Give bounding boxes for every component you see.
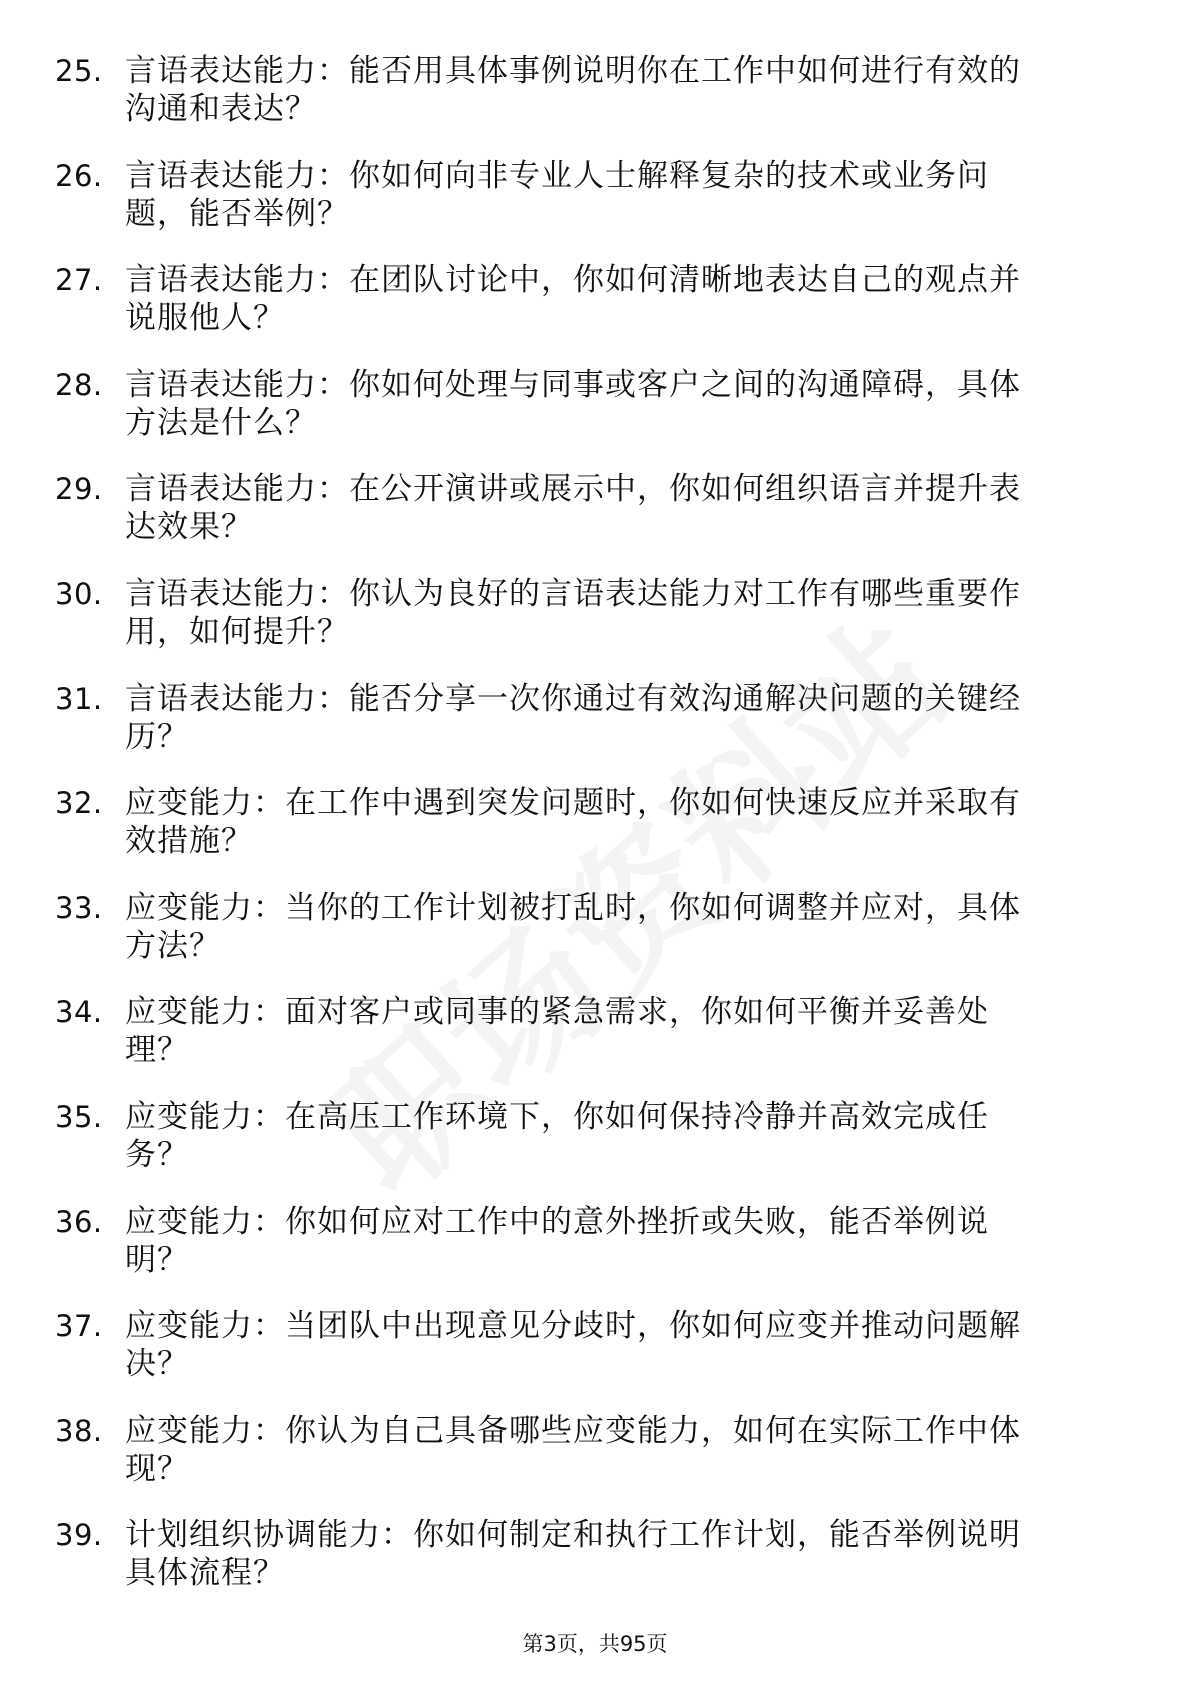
question-text: 应变能力：在高压工作环境下，你如何保持冷静并高效完成任务？ — [125, 1098, 989, 1173]
question-number: 38. — [55, 1413, 103, 1448]
question-item — [55, 575, 1135, 680]
question-item — [55, 1098, 1135, 1203]
question-item — [55, 680, 1135, 785]
question-text: 言语表达能力：能否分享一次你通过有效沟通解决问题的关键经历？ — [125, 680, 1021, 755]
question-item — [55, 157, 1135, 262]
question-number: 28. — [55, 367, 103, 402]
question-number: 30. — [55, 576, 103, 611]
question-number: 35. — [55, 1099, 103, 1134]
question-item — [55, 470, 1135, 575]
question-number: 26. — [55, 158, 103, 193]
question-text: 言语表达能力：你如何处理与同事或客户之间的沟通障碍，具体方法是什么？ — [125, 366, 1021, 441]
question-number: 33. — [55, 890, 103, 925]
page-number-label: 第3页，共95页 — [522, 1632, 668, 1656]
question-text: 言语表达能力：你认为良好的言语表达能力对工作有哪些重要作用，如何提升？ — [125, 575, 1021, 650]
question-number: 31. — [55, 681, 103, 716]
question-text: 应变能力：当团队中出现意见分歧时，你如何应变并推动问题解决？ — [125, 1308, 1021, 1383]
question-text: 计划组织协调能力：你如何制定和执行工作计划，能否举例说明具体流程？ — [125, 1517, 1021, 1592]
question-number: 37. — [55, 1309, 103, 1344]
question-item — [55, 889, 1135, 994]
question-text: 应变能力：在工作中遇到突发问题时，你如何快速反应并采取有效措施？ — [125, 785, 1021, 860]
question-number: 32. — [55, 786, 103, 821]
question-text: 言语表达能力：在团队讨论中，你如何清晰地表达自己的观点并说服他人？ — [125, 262, 1021, 337]
question-text: 言语表达能力：你如何向非专业人士解释复杂的技术或业务问题，能否举例？ — [125, 157, 989, 232]
question-text: 应变能力：面对客户或同事的紧急需求，你如何平衡并妥善处理？ — [125, 994, 989, 1069]
question-text: 言语表达能力：能否用具体事例说明你在工作中如何进行有效的沟通和表达？ — [125, 53, 1021, 127]
question-item — [55, 52, 1135, 157]
question-number: 34. — [55, 995, 103, 1030]
question-number: 36. — [55, 1204, 103, 1239]
question-item — [55, 1516, 1135, 1621]
question-number: 25. — [55, 54, 103, 88]
question-list — [55, 52, 1135, 1621]
question-text: 应变能力：你如何应对工作中的意外挫折或失败，能否举例说明？ — [125, 1203, 989, 1278]
question-item — [55, 1307, 1135, 1412]
question-item — [55, 366, 1135, 471]
question-item — [55, 1412, 1135, 1517]
question-item — [55, 993, 1135, 1098]
question-text: 言语表达能力：在公开演讲或展示中，你如何组织语言并提升表达效果？ — [125, 471, 1021, 546]
question-text: 应变能力：你认为自己具备哪些应变能力，如何在实际工作中体现？ — [125, 1412, 1021, 1487]
question-number: 27. — [55, 263, 103, 298]
question-item — [55, 1203, 1135, 1308]
question-item — [55, 784, 1135, 889]
page-footer — [0, 1631, 1190, 1657]
question-text: 应变能力：当你的工作计划被打乱时，你如何调整并应对，具体方法？ — [125, 889, 1021, 964]
question-number: 39. — [55, 1518, 103, 1553]
question-item — [55, 261, 1135, 366]
question-number: 29. — [55, 472, 103, 507]
